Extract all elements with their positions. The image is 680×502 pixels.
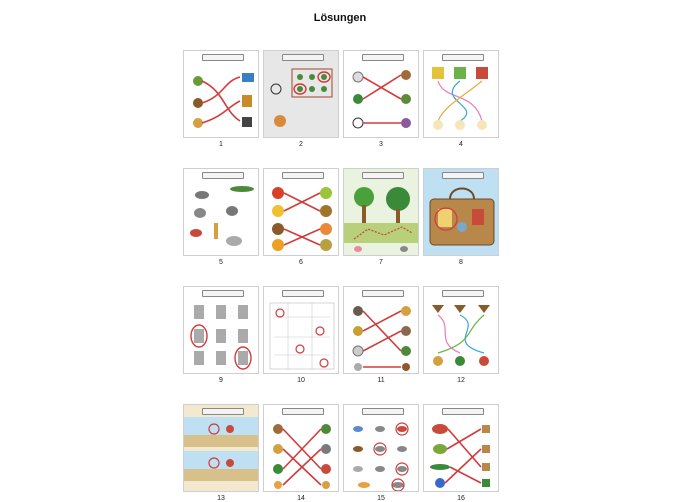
puzzle-tile	[343, 286, 419, 384]
puzzle-number: 6	[299, 259, 303, 266]
puzzle-tile	[343, 168, 419, 266]
puzzle-panel	[423, 168, 499, 256]
puzzle-panel	[263, 286, 339, 374]
puzzle-tile	[423, 50, 499, 148]
puzzle-panel	[343, 404, 419, 492]
puzzle-panel	[183, 286, 259, 374]
page-title: Lösungen	[313, 12, 367, 24]
puzzle-tile	[423, 404, 499, 502]
puzzle-tile	[183, 168, 259, 266]
puzzle-panel	[183, 168, 259, 256]
puzzle-illustration	[344, 287, 419, 374]
puzzle-illustration	[344, 51, 419, 138]
puzzle-number: 9	[219, 377, 223, 384]
puzzle-panel	[263, 50, 339, 138]
puzzle-illustration	[424, 51, 499, 138]
puzzle-illustration	[424, 287, 499, 374]
puzzle-illustration	[184, 169, 259, 256]
puzzle-panel	[423, 404, 499, 492]
puzzle-number: 5	[219, 259, 223, 266]
puzzle-panel	[343, 50, 419, 138]
puzzle-number: 8	[459, 259, 463, 266]
puzzle-number: 10	[297, 377, 305, 384]
puzzle-panel	[263, 168, 339, 256]
puzzle-illustration	[264, 51, 339, 138]
puzzle-tile	[263, 168, 339, 266]
puzzle-number: 1	[219, 141, 223, 148]
puzzle-number: 3	[379, 141, 383, 148]
puzzle-panel	[183, 404, 259, 492]
puzzle-number: 15	[377, 495, 385, 502]
puzzle-illustration	[264, 169, 339, 256]
puzzle-illustration	[264, 405, 339, 492]
puzzle-panel	[183, 50, 259, 138]
puzzle-tile	[183, 404, 259, 502]
puzzle-number: 14	[297, 495, 305, 502]
puzzle-illustration	[184, 287, 259, 374]
puzzle-tile	[263, 50, 339, 148]
puzzle-number: 13	[217, 495, 225, 502]
puzzle-illustration	[264, 287, 339, 374]
puzzle-tile	[343, 404, 419, 502]
puzzle-tile	[423, 168, 499, 266]
puzzle-tile	[183, 50, 259, 148]
puzzle-number: 16	[457, 495, 465, 502]
puzzle-number: 7	[379, 259, 383, 266]
solutions-grid	[183, 50, 499, 502]
puzzle-number: 2	[299, 141, 303, 148]
puzzle-panel	[423, 286, 499, 374]
puzzle-panel	[263, 404, 339, 492]
puzzle-illustration	[424, 405, 499, 492]
puzzle-panel	[343, 286, 419, 374]
puzzle-tile	[263, 404, 339, 502]
puzzle-number: 11	[377, 377, 385, 384]
puzzle-illustration	[184, 51, 259, 138]
puzzle-number: 12	[457, 377, 465, 384]
puzzle-tile	[343, 50, 419, 148]
puzzle-number: 4	[459, 141, 463, 148]
puzzle-illustration	[184, 405, 259, 492]
puzzle-tile	[263, 286, 339, 384]
puzzle-panel	[343, 168, 419, 256]
puzzle-tile	[423, 286, 499, 384]
puzzle-tile	[183, 286, 259, 384]
puzzle-panel	[423, 50, 499, 138]
puzzle-illustration	[344, 169, 419, 256]
puzzle-illustration	[424, 169, 499, 256]
puzzle-illustration	[344, 405, 419, 492]
